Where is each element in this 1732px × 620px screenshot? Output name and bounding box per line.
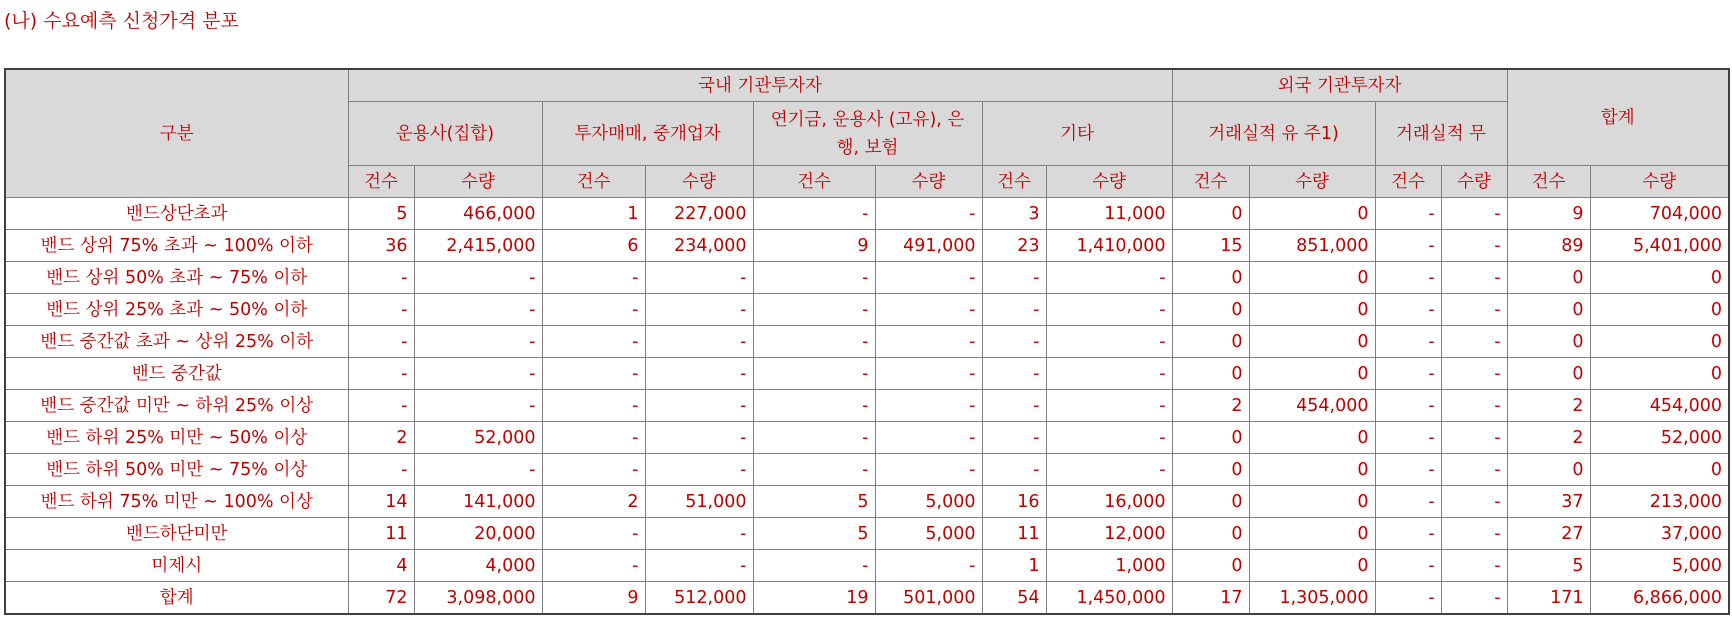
count-cell: - bbox=[542, 390, 645, 422]
count-cell: - bbox=[348, 390, 414, 422]
count-cell: 9 bbox=[1507, 198, 1590, 230]
table-row bbox=[5, 294, 1729, 326]
header-quantity: 수량 bbox=[645, 166, 753, 198]
count-cell: - bbox=[982, 358, 1046, 390]
count-cell: 3 bbox=[982, 198, 1046, 230]
count-cell: 72 bbox=[348, 582, 414, 615]
quantity-cell: - bbox=[1441, 358, 1507, 390]
table-row bbox=[5, 262, 1729, 294]
quantity-cell: - bbox=[414, 294, 542, 326]
header-count: 건수 bbox=[1375, 166, 1441, 198]
row-label: 합계 bbox=[5, 582, 348, 615]
count-cell: 2 bbox=[1172, 390, 1249, 422]
quantity-cell: 227,000 bbox=[645, 198, 753, 230]
count-cell: - bbox=[348, 358, 414, 390]
quantity-cell: 51,000 bbox=[645, 486, 753, 518]
count-cell: 89 bbox=[1507, 230, 1590, 262]
count-cell: 0 bbox=[1172, 262, 1249, 294]
quantity-cell: - bbox=[645, 422, 753, 454]
header-group-other: 기타 bbox=[982, 102, 1172, 166]
quantity-cell: - bbox=[1441, 262, 1507, 294]
quantity-cell: 0 bbox=[1249, 518, 1375, 550]
quantity-cell: - bbox=[645, 454, 753, 486]
quantity-cell: 5,000 bbox=[875, 518, 982, 550]
count-cell: - bbox=[753, 422, 875, 454]
quantity-cell: 2,415,000 bbox=[414, 230, 542, 262]
table-row bbox=[5, 390, 1729, 422]
quantity-cell: - bbox=[1441, 294, 1507, 326]
quantity-cell: 0 bbox=[1249, 294, 1375, 326]
table-row bbox=[5, 582, 1729, 615]
quantity-cell: 0 bbox=[1249, 198, 1375, 230]
count-cell: 16 bbox=[982, 486, 1046, 518]
count-cell: 54 bbox=[982, 582, 1046, 615]
count-cell: 5 bbox=[348, 198, 414, 230]
quantity-cell: 0 bbox=[1590, 294, 1729, 326]
count-cell: - bbox=[542, 326, 645, 358]
count-cell: - bbox=[542, 294, 645, 326]
row-label: 밴드 상위 75% 초과 ~ 100% 이하 bbox=[5, 230, 348, 262]
table-row bbox=[5, 358, 1729, 390]
count-cell: - bbox=[348, 294, 414, 326]
count-cell: - bbox=[753, 390, 875, 422]
quantity-cell: - bbox=[1046, 454, 1172, 486]
quantity-cell: 0 bbox=[1590, 326, 1729, 358]
quantity-cell: - bbox=[1441, 390, 1507, 422]
count-cell: 27 bbox=[1507, 518, 1590, 550]
count-cell: - bbox=[982, 422, 1046, 454]
header-quantity: 수량 bbox=[1441, 166, 1507, 198]
count-cell: 0 bbox=[1172, 326, 1249, 358]
quantity-cell: 0 bbox=[1249, 486, 1375, 518]
header-group-dealer-broker: 투자매매, 중개업자 bbox=[542, 102, 753, 166]
quantity-cell: - bbox=[414, 262, 542, 294]
count-cell: - bbox=[542, 422, 645, 454]
quantity-cell: - bbox=[875, 358, 982, 390]
quantity-cell: 213,000 bbox=[1590, 486, 1729, 518]
count-cell: 0 bbox=[1507, 294, 1590, 326]
count-cell: - bbox=[753, 198, 875, 230]
row-label: 밴드 중간값 초과 ~ 상위 25% 이하 bbox=[5, 326, 348, 358]
header-group-with-track-record: 거래실적 유 주1) bbox=[1172, 102, 1375, 166]
count-cell: - bbox=[753, 326, 875, 358]
quantity-cell: 5,000 bbox=[875, 486, 982, 518]
header-group-asset-manager-collective: 운용사(집합) bbox=[348, 102, 542, 166]
header-quantity: 수량 bbox=[414, 166, 542, 198]
quantity-cell: 1,410,000 bbox=[1046, 230, 1172, 262]
quantity-cell: - bbox=[414, 390, 542, 422]
table-body bbox=[5, 198, 1729, 615]
quantity-cell: - bbox=[1441, 198, 1507, 230]
quantity-cell: 234,000 bbox=[645, 230, 753, 262]
quantity-cell: - bbox=[1441, 230, 1507, 262]
header-count: 건수 bbox=[982, 166, 1046, 198]
row-label: 밴드 하위 75% 미만 ~ 100% 이상 bbox=[5, 486, 348, 518]
count-cell: - bbox=[348, 454, 414, 486]
quantity-cell: 1,450,000 bbox=[1046, 582, 1172, 615]
count-cell: 0 bbox=[1172, 518, 1249, 550]
header-quantity: 수량 bbox=[875, 166, 982, 198]
quantity-cell: - bbox=[414, 326, 542, 358]
quantity-cell: - bbox=[645, 518, 753, 550]
quantity-cell: 52,000 bbox=[414, 422, 542, 454]
quantity-cell: 454,000 bbox=[1249, 390, 1375, 422]
quantity-cell: - bbox=[645, 358, 753, 390]
count-cell: - bbox=[982, 326, 1046, 358]
count-cell: 1 bbox=[982, 550, 1046, 582]
quantity-cell: - bbox=[1441, 454, 1507, 486]
count-cell: - bbox=[982, 390, 1046, 422]
quantity-cell: - bbox=[875, 550, 982, 582]
row-label: 밴드 중간값 미만 ~ 하위 25% 이상 bbox=[5, 390, 348, 422]
count-cell: 4 bbox=[348, 550, 414, 582]
table-row bbox=[5, 454, 1729, 486]
count-cell: - bbox=[542, 358, 645, 390]
count-cell: - bbox=[1375, 582, 1441, 615]
count-cell: 0 bbox=[1507, 358, 1590, 390]
quantity-cell: 0 bbox=[1249, 422, 1375, 454]
quantity-cell: 16,000 bbox=[1046, 486, 1172, 518]
count-cell: - bbox=[753, 454, 875, 486]
count-cell: 0 bbox=[1172, 294, 1249, 326]
row-label: 밴드 상위 50% 초과 ~ 75% 이하 bbox=[5, 262, 348, 294]
header-quantity: 수량 bbox=[1046, 166, 1172, 198]
quantity-cell: 52,000 bbox=[1590, 422, 1729, 454]
count-cell: 19 bbox=[753, 582, 875, 615]
count-cell: 0 bbox=[1172, 422, 1249, 454]
count-cell: - bbox=[1375, 262, 1441, 294]
quantity-cell: 5,401,000 bbox=[1590, 230, 1729, 262]
quantity-cell: - bbox=[875, 262, 982, 294]
header-quantity: 수량 bbox=[1590, 166, 1729, 198]
count-cell: - bbox=[753, 358, 875, 390]
quantity-cell: - bbox=[1441, 582, 1507, 615]
quantity-cell: 501,000 bbox=[875, 582, 982, 615]
header-group-pension-bank-insurance: 연기금, 운용사 (고유), 은행, 보험 bbox=[753, 102, 982, 166]
header-foreign-institutions: 외국 기관투자자 bbox=[1172, 69, 1507, 102]
count-cell: 0 bbox=[1172, 454, 1249, 486]
header-domestic-institutions: 국내 기관투자자 bbox=[348, 69, 1172, 102]
count-cell: 171 bbox=[1507, 582, 1590, 615]
table-row bbox=[5, 326, 1729, 358]
count-cell: - bbox=[542, 550, 645, 582]
count-cell: - bbox=[982, 262, 1046, 294]
quantity-cell: 4,000 bbox=[414, 550, 542, 582]
row-label: 밴드상단초과 bbox=[5, 198, 348, 230]
count-cell: - bbox=[982, 294, 1046, 326]
count-cell: 2 bbox=[542, 486, 645, 518]
quantity-cell: - bbox=[1046, 262, 1172, 294]
header-quantity: 수량 bbox=[1249, 166, 1375, 198]
quantity-cell: 0 bbox=[1590, 358, 1729, 390]
quantity-cell: 454,000 bbox=[1590, 390, 1729, 422]
quantity-cell: - bbox=[875, 198, 982, 230]
table-row bbox=[5, 518, 1729, 550]
quantity-cell: - bbox=[645, 294, 753, 326]
quantity-cell: - bbox=[1046, 390, 1172, 422]
quantity-cell: - bbox=[1441, 486, 1507, 518]
row-label: 밴드 하위 25% 미만 ~ 50% 이상 bbox=[5, 422, 348, 454]
quantity-cell: 20,000 bbox=[414, 518, 542, 550]
row-label: 밴드 상위 25% 초과 ~ 50% 이하 bbox=[5, 294, 348, 326]
quantity-cell: - bbox=[1046, 358, 1172, 390]
header-count: 건수 bbox=[542, 166, 645, 198]
count-cell: 5 bbox=[753, 518, 875, 550]
quantity-cell: 6,866,000 bbox=[1590, 582, 1729, 615]
quantity-cell: - bbox=[875, 454, 982, 486]
quantity-cell: 1,000 bbox=[1046, 550, 1172, 582]
header-count: 건수 bbox=[753, 166, 875, 198]
count-cell: 2 bbox=[1507, 390, 1590, 422]
count-cell: 15 bbox=[1172, 230, 1249, 262]
count-cell: - bbox=[982, 454, 1046, 486]
count-cell: 1 bbox=[542, 198, 645, 230]
count-cell: - bbox=[1375, 358, 1441, 390]
quantity-cell: - bbox=[645, 326, 753, 358]
quantity-cell: 0 bbox=[1249, 454, 1375, 486]
quantity-cell: - bbox=[875, 294, 982, 326]
row-label: 밴드 중간값 bbox=[5, 358, 348, 390]
count-cell: 0 bbox=[1172, 198, 1249, 230]
count-cell: - bbox=[542, 262, 645, 294]
row-label: 미제시 bbox=[5, 550, 348, 582]
quantity-cell: 1,305,000 bbox=[1249, 582, 1375, 615]
header-group-without-track-record: 거래실적 무 bbox=[1375, 102, 1507, 166]
quantity-cell: 512,000 bbox=[645, 582, 753, 615]
count-cell: - bbox=[1375, 486, 1441, 518]
header-count: 건수 bbox=[1172, 166, 1249, 198]
count-cell: - bbox=[753, 550, 875, 582]
quantity-cell: 0 bbox=[1249, 358, 1375, 390]
count-cell: 37 bbox=[1507, 486, 1590, 518]
quantity-cell: - bbox=[645, 262, 753, 294]
count-cell: 9 bbox=[542, 582, 645, 615]
count-cell: - bbox=[753, 294, 875, 326]
quantity-cell: - bbox=[645, 390, 753, 422]
count-cell: 2 bbox=[1507, 422, 1590, 454]
count-cell: 0 bbox=[1507, 326, 1590, 358]
header-category: 구분 bbox=[5, 69, 348, 198]
table-row bbox=[5, 198, 1729, 230]
count-cell: 14 bbox=[348, 486, 414, 518]
count-cell: 0 bbox=[1507, 454, 1590, 486]
count-cell: - bbox=[753, 262, 875, 294]
quantity-cell: - bbox=[1046, 422, 1172, 454]
quantity-cell: 141,000 bbox=[414, 486, 542, 518]
quantity-cell: 704,000 bbox=[1590, 198, 1729, 230]
header-count: 건수 bbox=[1507, 166, 1590, 198]
quantity-cell: 0 bbox=[1249, 550, 1375, 582]
count-cell: 5 bbox=[1507, 550, 1590, 582]
table-row bbox=[5, 422, 1729, 454]
header-total: 합계 bbox=[1507, 69, 1729, 166]
count-cell: 0 bbox=[1172, 486, 1249, 518]
count-cell: - bbox=[1375, 518, 1441, 550]
count-cell: 9 bbox=[753, 230, 875, 262]
quantity-cell: - bbox=[645, 550, 753, 582]
table-row bbox=[5, 550, 1729, 582]
quantity-cell: - bbox=[414, 454, 542, 486]
section-title: (나) 수요예측 신청가격 분포 bbox=[4, 10, 239, 32]
quantity-cell: 491,000 bbox=[875, 230, 982, 262]
count-cell: 36 bbox=[348, 230, 414, 262]
count-cell: - bbox=[1375, 454, 1441, 486]
count-cell: - bbox=[348, 326, 414, 358]
quantity-cell: - bbox=[414, 358, 542, 390]
quantity-cell: 11,000 bbox=[1046, 198, 1172, 230]
table-row bbox=[5, 486, 1729, 518]
count-cell: - bbox=[1375, 422, 1441, 454]
count-cell: - bbox=[348, 262, 414, 294]
count-cell: - bbox=[542, 454, 645, 486]
quantity-cell: 0 bbox=[1590, 262, 1729, 294]
quantity-cell: - bbox=[875, 390, 982, 422]
header-count: 건수 bbox=[348, 166, 414, 198]
table-row bbox=[5, 230, 1729, 262]
count-cell: 23 bbox=[982, 230, 1046, 262]
quantity-cell: 0 bbox=[1249, 326, 1375, 358]
count-cell: - bbox=[1375, 230, 1441, 262]
count-cell: - bbox=[542, 518, 645, 550]
quantity-cell: - bbox=[1441, 326, 1507, 358]
count-cell: 11 bbox=[348, 518, 414, 550]
count-cell: 0 bbox=[1172, 550, 1249, 582]
demand-forecast-price-distribution-table bbox=[4, 68, 1730, 615]
quantity-cell: 466,000 bbox=[414, 198, 542, 230]
count-cell: - bbox=[1375, 326, 1441, 358]
quantity-cell: 0 bbox=[1590, 454, 1729, 486]
quantity-cell: 851,000 bbox=[1249, 230, 1375, 262]
quantity-cell: 3,098,000 bbox=[414, 582, 542, 615]
count-cell: 11 bbox=[982, 518, 1046, 550]
row-label: 밴드 하위 50% 미만 ~ 75% 이상 bbox=[5, 454, 348, 486]
count-cell: 6 bbox=[542, 230, 645, 262]
count-cell: 0 bbox=[1172, 358, 1249, 390]
quantity-cell: 12,000 bbox=[1046, 518, 1172, 550]
quantity-cell: - bbox=[875, 326, 982, 358]
count-cell: 0 bbox=[1507, 262, 1590, 294]
quantity-cell: 5,000 bbox=[1590, 550, 1729, 582]
count-cell: - bbox=[1375, 390, 1441, 422]
quantity-cell: - bbox=[1441, 550, 1507, 582]
count-cell: 2 bbox=[348, 422, 414, 454]
quantity-cell: - bbox=[1046, 326, 1172, 358]
count-cell: - bbox=[1375, 550, 1441, 582]
count-cell: - bbox=[1375, 198, 1441, 230]
quantity-cell: - bbox=[1441, 518, 1507, 550]
quantity-cell: - bbox=[875, 422, 982, 454]
quantity-cell: - bbox=[1046, 294, 1172, 326]
quantity-cell: 0 bbox=[1249, 262, 1375, 294]
row-label: 밴드하단미만 bbox=[5, 518, 348, 550]
count-cell: 5 bbox=[753, 486, 875, 518]
quantity-cell: - bbox=[1441, 422, 1507, 454]
count-cell: 17 bbox=[1172, 582, 1249, 615]
quantity-cell: 37,000 bbox=[1590, 518, 1729, 550]
count-cell: - bbox=[1375, 294, 1441, 326]
